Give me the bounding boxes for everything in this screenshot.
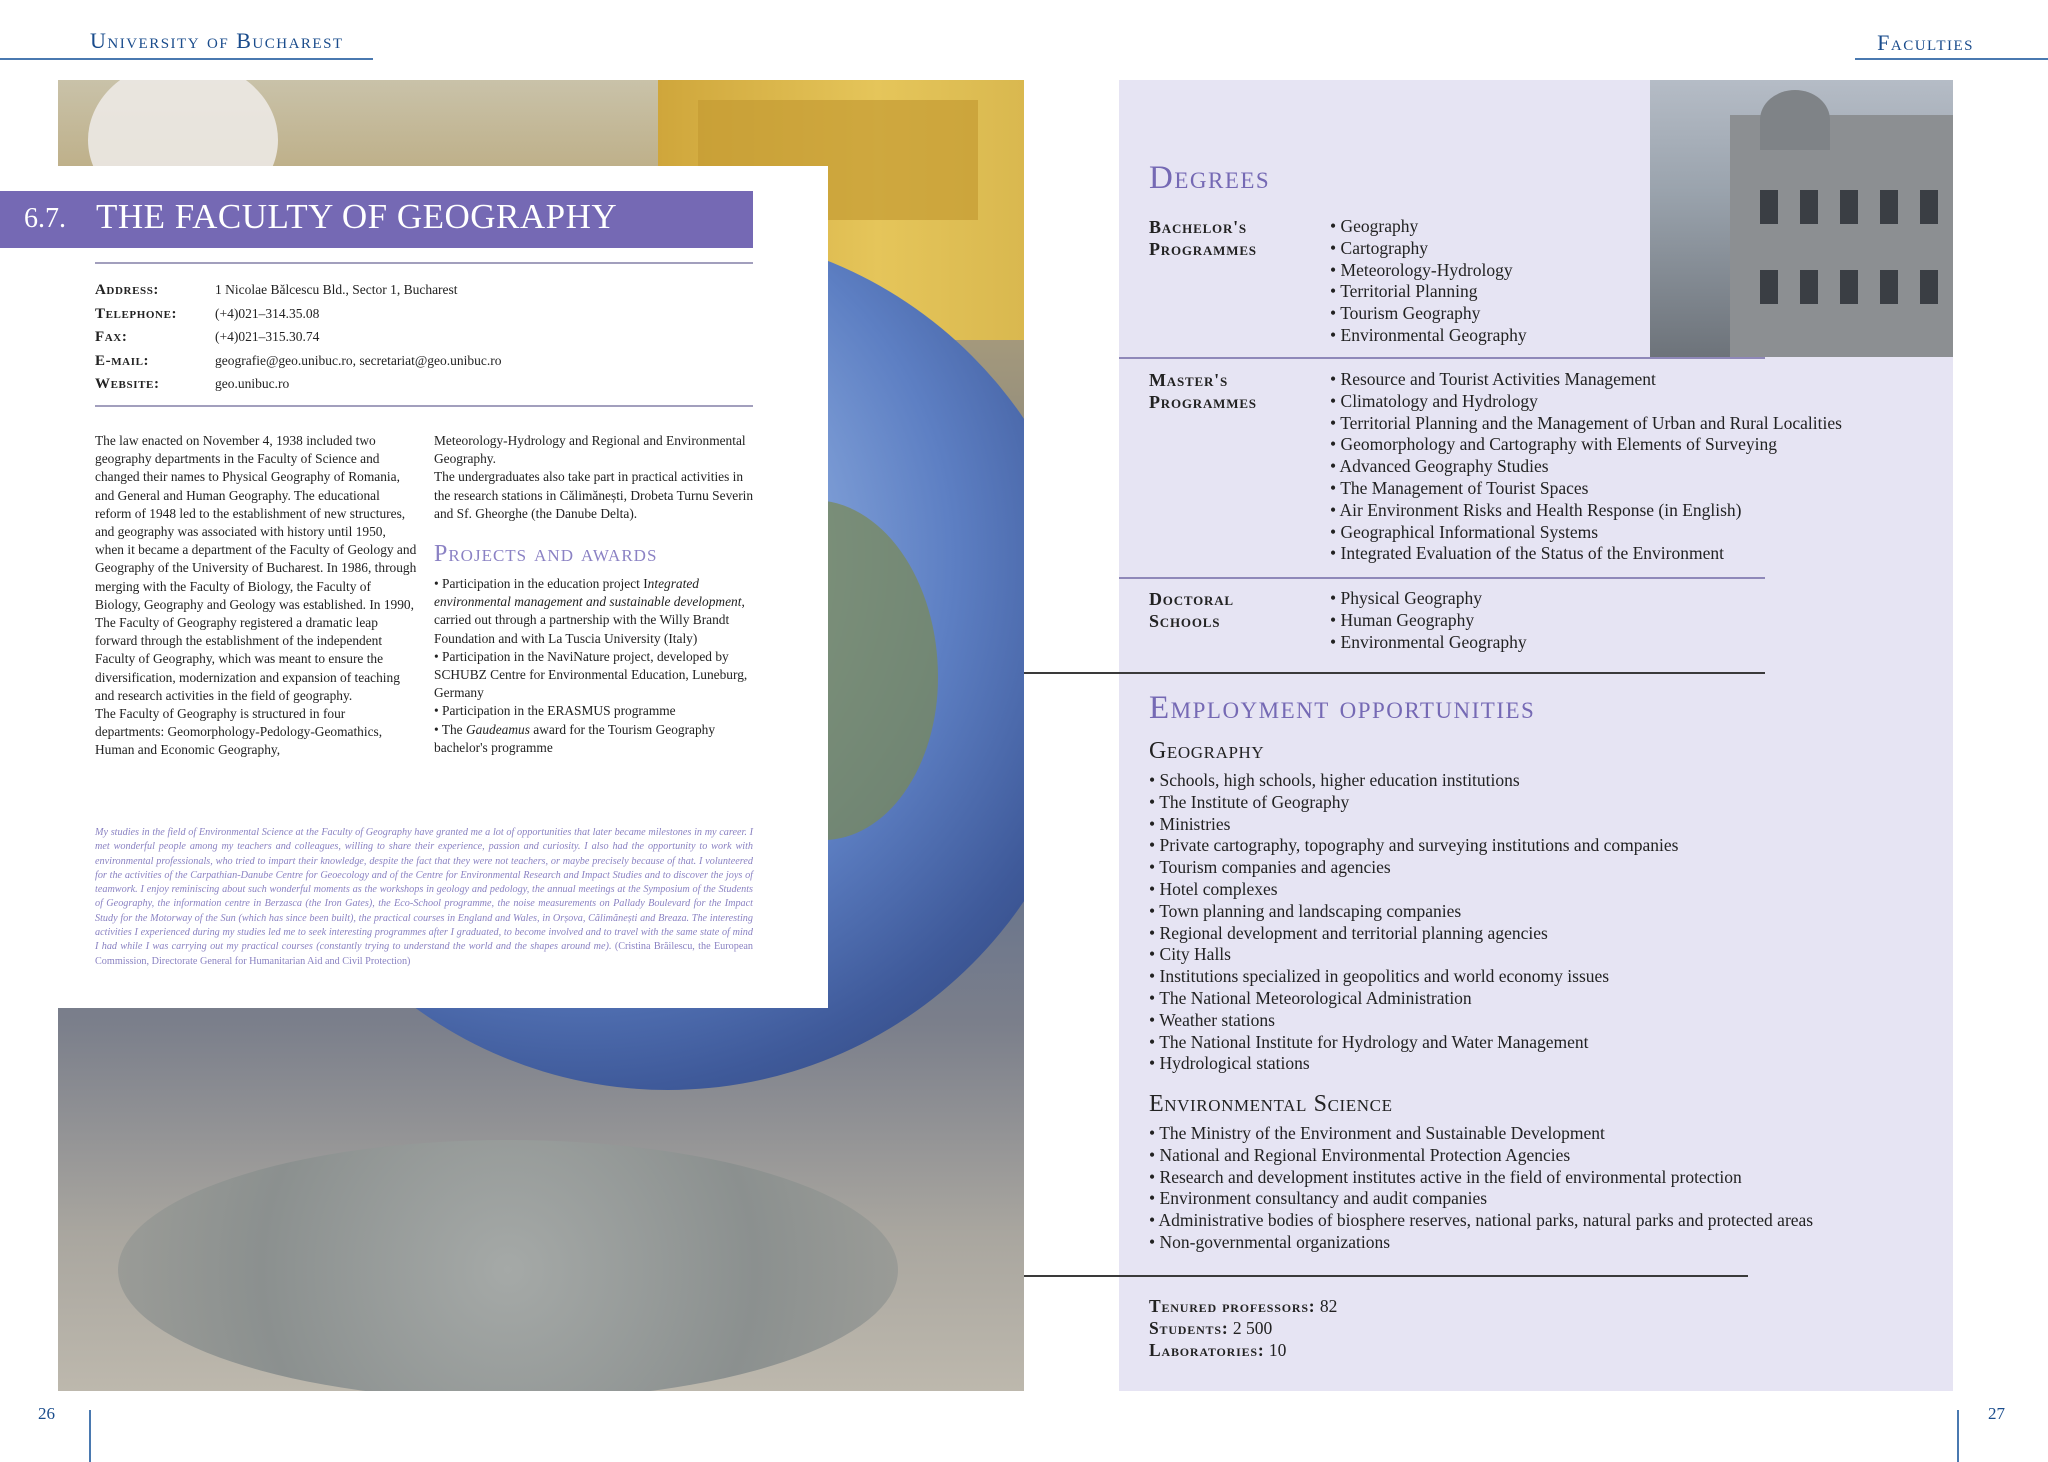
list-item: • The Management of Tourist Spaces (1330, 478, 1842, 500)
list-item: • Cartography (1330, 238, 1527, 260)
bachelor-programmes-list (1330, 216, 1527, 347)
divider (1024, 672, 1765, 674)
list-item: • National and Regional Environmental Protection Agencies (1149, 1145, 1813, 1167)
stat-students: Students: 2 500 (1149, 1318, 1273, 1338)
list-item: • The Institute of Geography (1149, 792, 1678, 814)
testimonial-text: My studies in the field of Environmental Science at the Faculty of Geography have granted me a lot of opportunities that later became milestones in my career. I met wonderful people among my teachers and colleagues, willing to share their experience, passion and curiosity. I also had the opportunity to work with environmental professionals, who tried to impart their knowledge, despite the fact that they were not teachers, or maybe precisely because of that. I volunteered for the activities of the Carpathian-Danube Centre for Geoecology and of the Centre for Environmental Research and Impact Studies and to discover the joys of teamwork. I enjoy reminiscing about such wonderful moments as the workshops in geology and pedology, the annual meetings at the Symposium of the Students of Geography, the information centre in Berzasca (the Iron Gates), the Eco-School programme, the noise measurements on Pallady Boulevard for the Impact Study for the Motorway of the Sun (which has since been built), the practical courses in England and Wales, in Orșova, Călimănești and Breaza. The interesting activities I experienced during my studies led me to seek interesting programmes after I graduated, to become involved and to travel with the same state of mind I had while I was carrying out my practical courses (constantly trying to understand the world and the shapes around me). (95, 827, 753, 953)
list-item: • Schools, high schools, higher education institutions (1149, 770, 1678, 792)
running-header-right: Faculties (1877, 30, 1974, 55)
history-paragraph: The undergraduates also take part in practical activities in the research stations in Călimănești, Drobeta Turnu Severin and Sf. Gheorghe (the Danube Delta). (434, 469, 754, 521)
header-rule-right (1855, 58, 2048, 60)
divider (1119, 577, 1765, 579)
contact-row-email (95, 353, 502, 377)
geography-subheading: Geography (1149, 738, 1265, 764)
list-item: • Physical Geography (1330, 588, 1527, 610)
stat-laboratories: Laboratories: 10 (1149, 1340, 1287, 1360)
contact-label: Website: (95, 376, 160, 392)
doctoral-label: Doctoral Schools (1149, 589, 1234, 631)
doctoral-schools-list (1330, 588, 1527, 653)
testimonial-attribution: (Cristina Brăilescu, the European Commission, Directorate General for Humanitarian Aid and Civil Protection) (95, 941, 753, 967)
list-item: • Human Geography (1330, 610, 1527, 632)
list-item: • The Ministry of the Environment and Sustainable Development (1149, 1123, 1813, 1145)
contact-row-fax (95, 329, 502, 353)
divider (95, 262, 753, 264)
contact-website-link[interactable]: geo.unibuc.ro (215, 376, 290, 391)
list-item: • Geography (1330, 216, 1527, 238)
degrees-heading: Degrees (1149, 160, 1271, 196)
list-item: • Territorial Planning (1330, 281, 1527, 303)
stat-professors: Tenured professors: 82 (1149, 1296, 1338, 1316)
list-item: • Tourism Geography (1330, 303, 1527, 325)
list-item: • Territorial Planning and the Management of Urban and Rural Localities (1330, 413, 1842, 435)
list-item: • Environment consultancy and audit companies (1149, 1188, 1813, 1210)
history-column-2 (434, 432, 756, 757)
list-item: • Environmental Geography (1330, 632, 1527, 654)
environmental-science-subheading: Environmental Science (1149, 1091, 1393, 1117)
master-label: Master's Programmes (1149, 370, 1257, 412)
divider (1024, 1275, 1748, 1277)
page-number-right: 27 (1988, 1404, 2005, 1423)
list-item: • Climatology and Hydrology (1330, 391, 1842, 413)
history-column-1 (95, 432, 417, 760)
projects-heading: Projects and awards (434, 541, 658, 568)
footer-rule-right (1957, 1410, 1959, 1462)
list-item: • Non-governmental organizations (1149, 1232, 1813, 1254)
running-header-left: University of Bucharest (90, 28, 344, 53)
list-item: • Administrative bodies of biosphere reserves, national parks, natural parks and protected areas (1149, 1210, 1813, 1232)
list-item: • Environmental Geography (1330, 325, 1527, 347)
contact-address: 1 Nicolae Bălcescu Bld., Sector 1, Bucharest (215, 282, 458, 297)
geography-employment-list (1149, 770, 1678, 1075)
header-rule-left (0, 58, 373, 60)
history-paragraph: The Faculty of Geography is structured in four departments: Geomorphology-Pedology-Geomathics, Human and Economic Geography, (95, 706, 383, 758)
list-item: • Regional development and territorial planning agencies (1149, 923, 1678, 945)
page-number-left: 26 (38, 1404, 55, 1423)
list-item: • The National Institute for Hydrology and Water Management (1149, 1032, 1678, 1054)
university-building-photo (1650, 80, 1953, 357)
list-item: • Geomorphology and Cartography with Elements of Surveying (1330, 434, 1842, 456)
list-item: • Integrated Evaluation of the Status of the Environment (1330, 543, 1842, 565)
section-title: THE FACULTY OF GEOGRAPHY (96, 197, 618, 236)
contact-row-telephone (95, 306, 502, 330)
footer-rule-left (89, 1410, 91, 1462)
list-item: • Research and development institutes active in the field of environmental protection (1149, 1167, 1813, 1189)
faculty-stats (1149, 1295, 1337, 1361)
section-number: 6.7. (24, 203, 66, 234)
list-item: • Geographical Informational Systems (1330, 522, 1842, 544)
contact-label: Telephone: (95, 305, 178, 322)
employment-heading: Employment opportunities (1149, 690, 1536, 726)
list-item: • Meteorology-Hydrology (1330, 260, 1527, 282)
project-item: • Participation in the NaviNature project, developed by SCHUBZ Centre for Environmental Education, Luneburg, Germany (434, 648, 748, 701)
contact-label: Fax: (95, 329, 128, 345)
list-item: • Hydrological stations (1149, 1053, 1678, 1075)
list-item: • City Halls (1149, 944, 1678, 966)
list-item: • Advanced Geography Studies (1330, 456, 1842, 478)
photo-globe-base (118, 1140, 898, 1391)
history-paragraph: The law enacted on November 4, 1938 included two geography departments in the Faculty of Science and changed their names to Physical Geography of Romania, and General and Human Geography. The educational reform of 1948 led to the establishment of new structures, and geography was associated with history until 1950, when it became a department of the Faculty of Geology and Geography of the University of Bucharest. In 1986, through merging with the Faculty of Biology, the Faculty of Biology, Geography and Geology was established. In 1990, The Faculty of Geography registered a dramatic leap forward through the establishment of the independent Faculty of Geography, which was meant to ensure the diversification, modernization and expansion of teaching and research activities in the field of geography. (95, 433, 417, 703)
list-item: • Hotel complexes (1149, 879, 1678, 901)
contact-email[interactable]: geografie@geo.unibuc.ro, secretariat@geo.unibuc.ro (215, 352, 502, 368)
list-item: • Institutions specialized in geopolitics and world economy issues (1149, 966, 1678, 988)
list-item: • Weather stations (1149, 1010, 1678, 1032)
list-item: • Private cartography, topography and surveying institutions and companies (1149, 835, 1678, 857)
student-testimonial (95, 826, 753, 969)
list-item: • Town planning and landscaping companies (1149, 901, 1678, 923)
project-item: • Participation in the ERASMUS programme (434, 703, 676, 719)
environmental-employment-list (1149, 1123, 1813, 1254)
master-programmes-list (1330, 369, 1842, 565)
contact-label: E-mail: (95, 352, 150, 369)
divider (95, 405, 753, 407)
project-item: • The Gaudeamus award for the Tourism Geography bachelor's programme (434, 721, 716, 755)
list-item: • Air Environment Risks and Health Response (in English) (1330, 500, 1842, 522)
list-item: • Tourism companies and agencies (1149, 857, 1678, 879)
bachelor-label: Bachelor's Programmes (1149, 217, 1257, 259)
contact-fax: (+4)021–315.30.74 (215, 329, 320, 344)
contact-row-website (95, 376, 502, 400)
history-paragraph: Meteorology-Hydrology and Regional and Environmental Geography. (434, 433, 746, 467)
contact-label: Address: (95, 282, 160, 298)
list-item: • Resource and Tourist Activities Management (1330, 369, 1842, 391)
contact-block (95, 282, 502, 400)
contact-telephone: (+4)021–314.35.08 (215, 305, 320, 321)
list-item: • The National Meteorological Administration (1149, 988, 1678, 1010)
contact-row-address (95, 282, 502, 306)
divider (1119, 357, 1765, 359)
project-item: • Participation in the education project Integrated environmental management and sustainable development, carried out through a partnership with the Willy Brandt Foundation and with La Tuscia University (Italy) (434, 576, 745, 646)
section-title-bar (0, 191, 753, 248)
list-item: • Ministries (1149, 814, 1678, 836)
